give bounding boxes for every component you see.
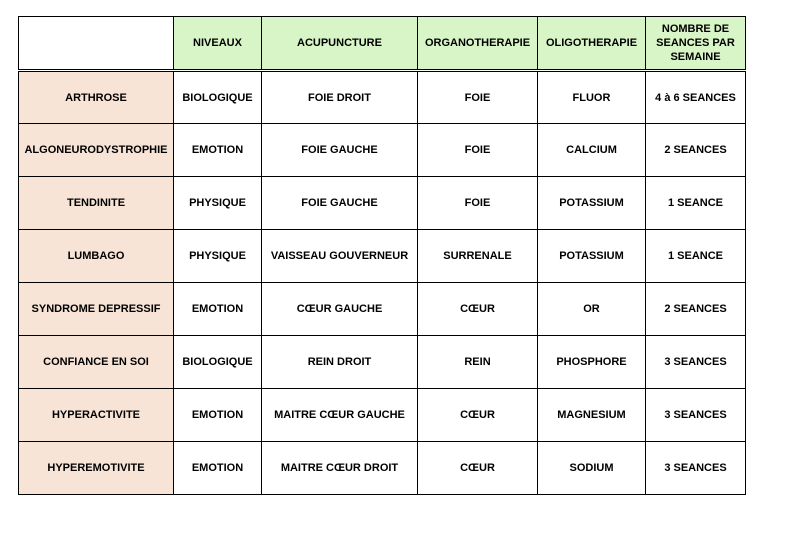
- cell-acupuncture: FOIE GAUCHE: [262, 177, 418, 230]
- cell-oligotherapie: POTASSIUM: [538, 177, 646, 230]
- cell-niveaux: BIOLOGIQUE: [174, 336, 262, 389]
- header-niveaux: NIVEAUX: [174, 17, 262, 71]
- row-label: CONFIANCE EN SOI: [19, 336, 174, 389]
- header-nombre-seances: NOMBRE DE SEANCES PAR SEMAINE: [646, 17, 746, 71]
- header-acupuncture: ACUPUNCTURE: [262, 17, 418, 71]
- cell-organotherapie: FOIE: [418, 71, 538, 124]
- cell-oligotherapie: CALCIUM: [538, 124, 646, 177]
- cell-nombre-seances: 3 SEANCES: [646, 389, 746, 442]
- cell-nombre-seances: 3 SEANCES: [646, 336, 746, 389]
- table-row: [19, 124, 746, 177]
- cell-niveaux: BIOLOGIQUE: [174, 71, 262, 124]
- header-organotherapie: ORGANOTHERAPIE: [418, 17, 538, 71]
- cell-acupuncture: CŒUR GAUCHE: [262, 283, 418, 336]
- row-label: HYPERACTIVITE: [19, 389, 174, 442]
- table-row: [19, 230, 746, 283]
- table-row: [19, 336, 746, 389]
- cell-niveaux: EMOTION: [174, 442, 262, 495]
- cell-organotherapie: SURRENALE: [418, 230, 538, 283]
- cell-organotherapie: FOIE: [418, 177, 538, 230]
- cell-niveaux: EMOTION: [174, 283, 262, 336]
- row-label: ALGONEURODYSTROPHIE: [19, 124, 174, 177]
- cell-oligotherapie: OR: [538, 283, 646, 336]
- cell-oligotherapie: FLUOR: [538, 71, 646, 124]
- cell-nombre-seances: 2 SEANCES: [646, 283, 746, 336]
- row-label: HYPEREMOTIVITE: [19, 442, 174, 495]
- cell-organotherapie: CŒUR: [418, 389, 538, 442]
- table-row: [19, 442, 746, 495]
- header-oligotherapie: OLIGOTHERAPIE: [538, 17, 646, 71]
- cell-acupuncture: FOIE DROIT: [262, 71, 418, 124]
- cell-nombre-seances: 1 SEANCE: [646, 230, 746, 283]
- row-label: ARTHROSE: [19, 71, 174, 124]
- cell-oligotherapie: POTASSIUM: [538, 230, 646, 283]
- table-row: [19, 389, 746, 442]
- document-page: [18, 16, 746, 495]
- cell-oligotherapie: PHOSPHORE: [538, 336, 646, 389]
- row-label: SYNDROME DEPRESSIF: [19, 283, 174, 336]
- therapy-table: [18, 16, 746, 495]
- cell-nombre-seances: 4 à 6 SEANCES: [646, 71, 746, 124]
- cell-organotherapie: REIN: [418, 336, 538, 389]
- cell-nombre-seances: 2 SEANCES: [646, 124, 746, 177]
- cell-niveaux: PHYSIQUE: [174, 177, 262, 230]
- corner-cell: [19, 17, 174, 71]
- cell-organotherapie: CŒUR: [418, 283, 538, 336]
- cell-niveaux: EMOTION: [174, 124, 262, 177]
- cell-acupuncture: MAITRE CŒUR DROIT: [262, 442, 418, 495]
- row-label: TENDINITE: [19, 177, 174, 230]
- cell-acupuncture: VAISSEAU GOUVERNEUR: [262, 230, 418, 283]
- cell-nombre-seances: 3 SEANCES: [646, 442, 746, 495]
- cell-nombre-seances: 1 SEANCE: [646, 177, 746, 230]
- table-row: [19, 177, 746, 230]
- table-row: [19, 71, 746, 124]
- cell-organotherapie: CŒUR: [418, 442, 538, 495]
- row-label: LUMBAGO: [19, 230, 174, 283]
- cell-acupuncture: MAITRE CŒUR GAUCHE: [262, 389, 418, 442]
- cell-niveaux: PHYSIQUE: [174, 230, 262, 283]
- header-row: [19, 17, 746, 71]
- cell-acupuncture: FOIE GAUCHE: [262, 124, 418, 177]
- cell-niveaux: EMOTION: [174, 389, 262, 442]
- cell-oligotherapie: MAGNESIUM: [538, 389, 646, 442]
- table-row: [19, 283, 746, 336]
- cell-acupuncture: REIN DROIT: [262, 336, 418, 389]
- cell-oligotherapie: SODIUM: [538, 442, 646, 495]
- cell-organotherapie: FOIE: [418, 124, 538, 177]
